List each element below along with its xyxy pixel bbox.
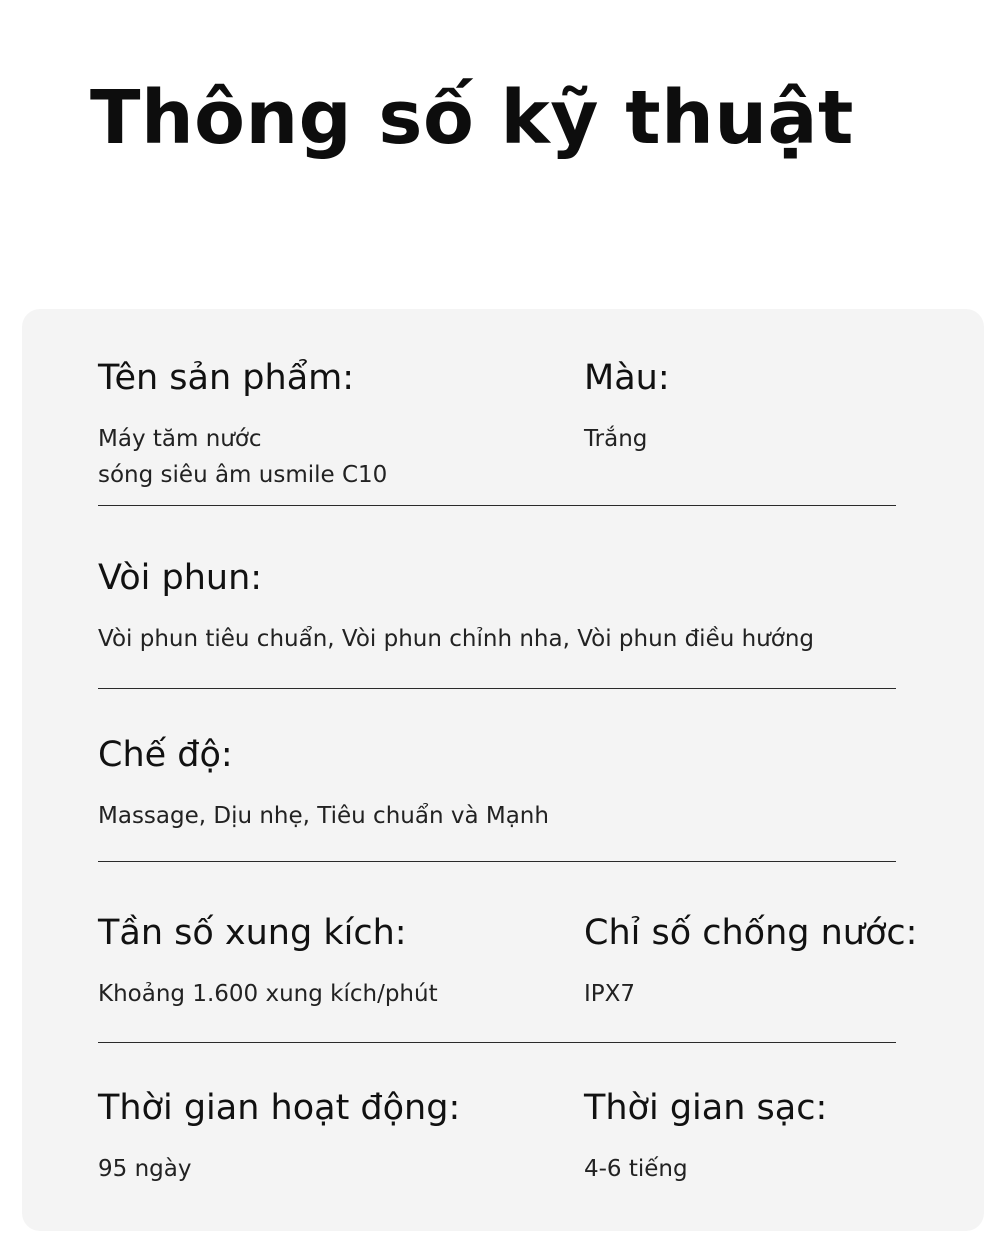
- spec-value: 95 ngày: [98, 1156, 192, 1182]
- spec-label: Thời gian hoạt động:: [98, 1088, 461, 1128]
- spec-row-nozzle: [98, 557, 896, 689]
- spec-value: Trắng: [584, 426, 648, 452]
- spec-row-frequency: [98, 912, 918, 1043]
- spec-operating-time: [98, 1087, 460, 1187]
- spec-value: Vòi phun tiêu chuẩn, Vòi phun chỉnh nha, Vòi phun điều hướng: [98, 626, 815, 652]
- spec-value: Massage, Dịu nhẹ, Tiêu chuẩn và Mạnh: [98, 803, 549, 829]
- spec-water-resistance: [584, 912, 917, 1012]
- spec-label: Tên sản phẩm:: [98, 358, 355, 398]
- spec-color: [584, 357, 670, 457]
- spec-nozzle: [98, 557, 814, 657]
- spec-label: Chỉ số chống nước:: [584, 913, 918, 953]
- spec-label: Màu:: [584, 358, 670, 398]
- spec-value: 4-6 tiếng: [584, 1156, 688, 1182]
- spec-charging-time: [584, 1087, 827, 1187]
- spec-mode: [98, 734, 549, 834]
- spec-pulse-frequency: [98, 912, 438, 1012]
- spec-label: Thời gian sạc:: [584, 1088, 828, 1128]
- spec-label: Tần số xung kích:: [98, 913, 407, 953]
- spec-value-line: sóng siêu âm usmile C10: [98, 462, 388, 488]
- spec-label: Chế độ:: [98, 735, 233, 775]
- page-title: Thông số kỹ thuật: [90, 75, 854, 161]
- spec-card: [22, 309, 984, 1231]
- spec-product-name: [98, 357, 387, 493]
- spec-value: Khoảng 1.600 xung kích/phút: [98, 981, 438, 1007]
- spec-value-line: Máy tăm nước: [98, 426, 262, 452]
- spec-row-time: [98, 1087, 896, 1197]
- spec-row-product: [98, 357, 896, 506]
- spec-row-mode: [98, 734, 896, 862]
- spec-value: IPX7: [584, 981, 636, 1007]
- spec-label: Vòi phun:: [98, 558, 263, 598]
- spec-value: [98, 421, 387, 493]
